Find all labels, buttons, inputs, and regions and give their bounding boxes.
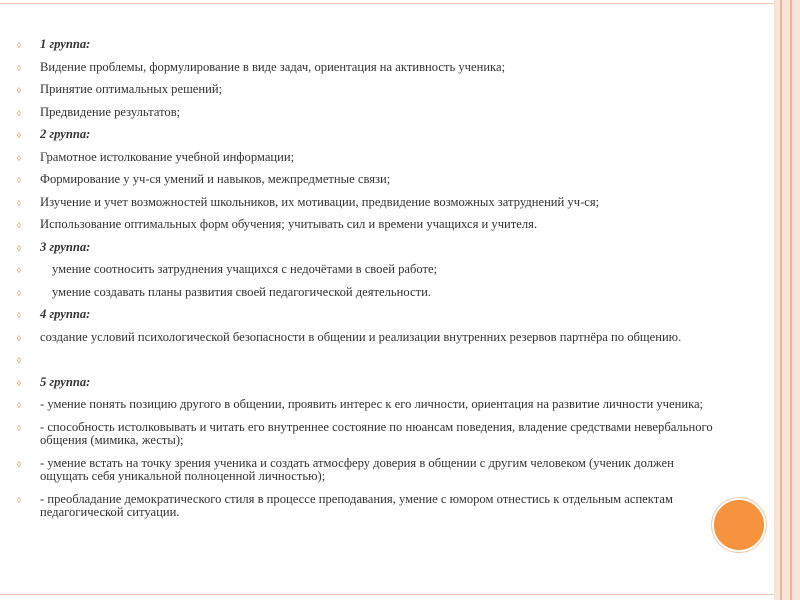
list-item: ◊ Видение проблемы, формулирование в виде задач, ориентация на активность ученика; <box>17 59 506 74</box>
list-item: ◊ - способность истолковывать и читать его внутреннее состояние по нюансам поведения, владение средствами невербального общения (мимика, жесты); <box>17 419 713 447</box>
list-item: ◊ Грамотное истолкование учебной информации; <box>17 149 295 164</box>
list-item: ◊ создание условий психологической безопасности в общении и реализации внутренних резервов партнёра по общению. <box>17 329 682 344</box>
list-item: ◊ Изучение и учет возможностей школьников, их мотивации, предвидение возможных затруднений уч-ся; <box>17 194 600 209</box>
bullet-icon: ◊ <box>17 356 21 365</box>
bullet-icon: ◊ <box>17 243 21 253</box>
list-item: ◊ Принятие оптимальных решений; <box>17 82 223 96</box>
bullet-icon: ◊ <box>17 423 21 433</box>
bullet-icon: ◊ <box>17 176 21 185</box>
bullet-list <box>14 38 714 529</box>
bullet-icon: ◊ <box>17 221 21 230</box>
bullet-icon: ◊ <box>17 198 21 208</box>
list-item: ◊ 1 группа: <box>17 37 91 51</box>
list-item: ◊ 3 группа: <box>17 239 91 254</box>
bullet-icon: ◊ <box>17 333 21 343</box>
bullet-icon: ◊ <box>17 63 21 73</box>
bullet-icon: ◊ <box>17 266 21 275</box>
list-item: ◊ 5 группа: <box>17 374 91 389</box>
list-item: ◊ - умение понять позицию другого в общении, проявить интерес к его личности, ориентация на развитие личности ученика; <box>17 397 704 411</box>
bullet-icon: ◊ <box>17 153 21 163</box>
bullet-icon: ◊ <box>17 311 21 320</box>
list-item: ◊ умение создавать планы развития своей педагогической деятельности. <box>17 284 431 299</box>
bullet-icon: ◊ <box>17 378 21 388</box>
bullet-icon: ◊ <box>17 495 21 505</box>
list-item: ◊ - умение встать на точку зрения ученика и создать атмосферу доверия в общении с другим человеком (ученик должен ощущать себя уникальной полноценной личностью); <box>17 455 674 483</box>
list-item: ◊ - преобладание демократического стиля в процессе преподавания, умение с юмором отнестись к отдельным аспектам педагогической ситуации. <box>17 491 673 519</box>
bullet-icon: ◊ <box>17 459 21 469</box>
list-item: ◊ Использование оптимальных форм обучения; учитывать сил и времени учащихся и учителя. <box>17 217 538 231</box>
bullet-icon: ◊ <box>17 108 21 118</box>
bullet-icon: ◊ <box>17 86 21 95</box>
list-item <box>14 353 714 367</box>
list-item: ◊ Предвидение результатов; <box>17 104 181 119</box>
bullet-icon: ◊ <box>17 288 21 298</box>
list-item: ◊ Формирование у уч-ся умений и навыков, межпредметные связи; <box>17 172 391 186</box>
list-item: ◊ 4 группа: <box>17 307 91 321</box>
bottom-divider <box>0 594 775 595</box>
bullet-icon: ◊ <box>17 41 21 50</box>
slide-content <box>14 8 769 592</box>
decorative-side-border <box>774 0 800 600</box>
bullet-icon: ◊ <box>17 401 21 410</box>
list-item: ◊ умение соотносить затруднения учащихся с недочётами в своей работе; <box>17 262 438 276</box>
bullet-icon: ◊ <box>17 131 21 140</box>
list-item: ◊ 2 группа: <box>17 127 91 141</box>
top-divider <box>0 3 775 4</box>
